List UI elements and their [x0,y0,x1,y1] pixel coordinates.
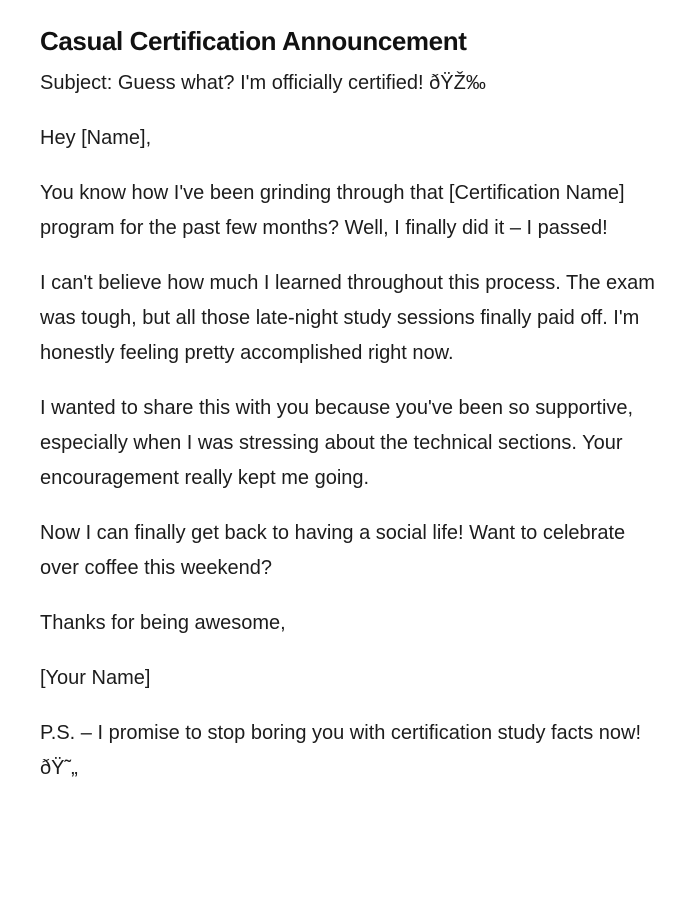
greeting: Hey [Name], [40,127,152,149]
body-paragraph: I can't believe how much I learned throughout this process. The exam was tough, but all those late-night study sessions finally paid off. I'm honestly feeling pretty accomplished right now. [40,272,655,364]
postscript: P.S. – I promise to stop boring you with certification study facts now! ðŸ˜„ [40,722,642,779]
document-title: Casual Certification Announcement [40,26,467,56]
signature: [Your Name] [40,667,151,689]
body-paragraph: You know how I've been grinding through that [Certification Name] program for the past few months? Well, I finally did it – I passed! [40,182,625,239]
email-subject: Subject: Guess what? I'm officially certified! ðŸŽ‰ [40,72,486,94]
closing: Thanks for being awesome, [40,612,286,634]
body-paragraph: I wanted to share this with you because you've been so supportive, especially when I was stressing about the technical sections. Your encouragement really kept me going. [40,397,634,489]
body-paragraph: Now I can finally get back to having a social life! Want to celebrate over coffee this weekend? [40,522,626,579]
